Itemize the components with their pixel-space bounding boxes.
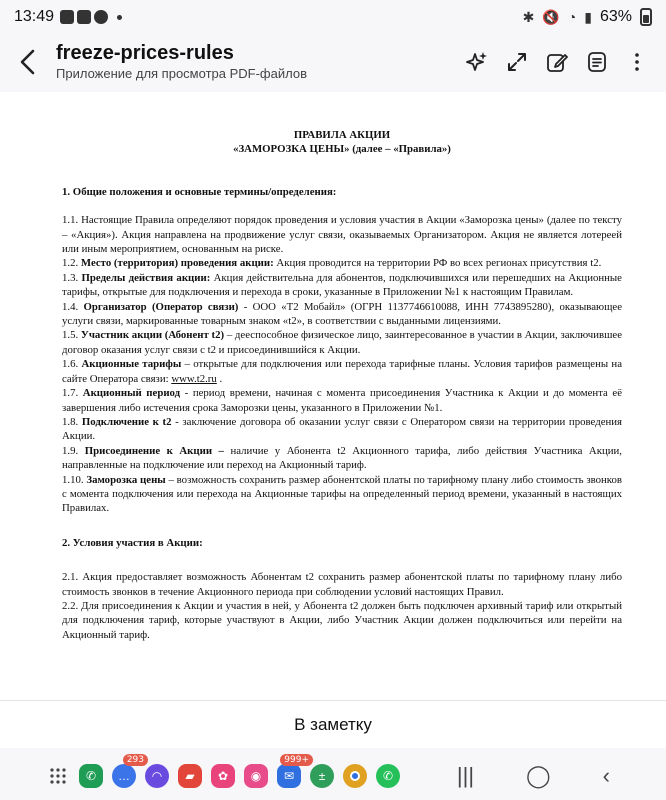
section-2-title: 2. Условия участия в Акции: [62, 536, 203, 549]
more-notifications-dot [117, 15, 122, 20]
para-1-9: 1.9. Присоединение к Акции – наличие у Абонента t2 Акционного тарифа, либо действия Участника Акции, направленные на подключение или переход на Акционный тариф. [62, 444, 622, 472]
title-block [56, 41, 462, 83]
toolbar-actions [462, 47, 652, 77]
edit-icon [546, 51, 568, 73]
para-2-2: 2.2. Для присоединения к Акции и участия в ней, у Абонента t2 должен быть подключен архивный тариф или открытый для подключения тариф, которые участвуют в Акции, либо Участник Акции должен подключиться или перейти на Акционный тариф. [62, 599, 622, 641]
battery-percent: 63% [599, 8, 632, 25]
recents-button[interactable]: ||| [456, 763, 475, 788]
para-2-1: 2.1. Акция предоставляет возможность Абонентам t2 сохранить размер абонентской платы по тарифному плану либо стоимость звонков в течение Акционного периода при соблюдении условий настоящих Правил. [62, 571, 622, 598]
status-right [523, 8, 652, 26]
apps-grid-icon [49, 767, 67, 785]
para-1-7: 1.7. Акционный период - период времени, начиная с момента присоединения Участника к Акции и до момента её завершения либо истечения срока Заморозки цены, указанного в Приложении №1. [62, 387, 622, 414]
apps-grid-button[interactable] [46, 764, 70, 788]
status-time: 13:49 [14, 8, 55, 25]
para-1-3: 1.3. Пределы действия акции: Акция действительна для абонентов, подключившихся или перешедших на Акционные тарифы, открытые для подключения и перехода в сроки, указанные в Приложении №1 к настоящим Правилам. [62, 271, 622, 299]
section-1-title: 1. Общие положения и основные термины/определения: [62, 185, 337, 198]
home-button[interactable]: ◯ [526, 763, 551, 788]
notes-app-icon[interactable]: ▰ [178, 764, 202, 788]
mute-icon: 🔇 [542, 8, 560, 25]
app-subtitle: Приложение для просмотра PDF-файлов [56, 66, 307, 81]
para-1-8: 1.8. Подключение к t2 - заключение договора об оказании услуг связи с Оператором связи на территории проведения Акции. [62, 415, 623, 443]
para-1-4: 1.4. Организатор (Оператор связи) - ООО «Т2 Мобайл» (ОГРН 1137746610088, ИНН 7743895280), оказывающее услуги связи, маркированные товарным знаком «t2», в соответствии с выданными лицензиями. [62, 300, 622, 328]
back-button[interactable] [0, 34, 56, 90]
doc-heading-2: «ЗАМОРОЗКА ЦЕНЫ» (далее – «Правила») [233, 143, 451, 156]
para-1-2: 1.2. Место (территория) проведения акции: Акция проводится на территории РФ во всех регионах присутствия t2. [62, 257, 602, 270]
more-vertical-icon [626, 51, 648, 73]
chrome-app-icon[interactable] [343, 764, 367, 788]
para-1-1: 1.1. Настоящие Правила определяют порядок проведения и условия участия в Акции «Заморозка цены» (далее по тексту – «Акция»). Акция направлена на продвижение услуг связи, оказываемых Организатором. Акция не является лотереей или иным мероприятием, основанным на риске. [62, 214, 622, 256]
sparkle-icon [466, 51, 488, 73]
battery-icon [640, 8, 652, 26]
books-notification-icon [77, 10, 91, 24]
taskbar [0, 752, 666, 800]
mail-badge: 999+ [280, 754, 313, 766]
signal-icon: ▮ [584, 8, 592, 25]
browser-app-icon[interactable]: ◠ [145, 764, 169, 788]
flower-app-icon[interactable]: ✿ [211, 764, 235, 788]
bluetooth-icon: ✱ [522, 8, 535, 25]
expand-icon [506, 51, 528, 73]
pdf-viewport[interactable] [0, 92, 666, 700]
more-options-button[interactable] [622, 47, 652, 77]
nav-back-button[interactable]: ‹ [602, 763, 610, 788]
status-bar [0, 0, 666, 34]
ai-assist-button[interactable] [462, 47, 492, 77]
para-1-6: 1.6. Акционные тарифы – открытые для подключения или перехода тарифные планы. Условия тарифов размещены на сайте Оператора связи: www.t2.ru . [62, 358, 622, 385]
app-bar [0, 34, 666, 90]
calculator-app-icon[interactable]: ± [310, 764, 334, 788]
chat-notification-icon [94, 10, 108, 24]
whatsapp-app-icon[interactable]: ✆ [376, 764, 400, 788]
mail-app-icon[interactable]: ✉ 999+ [277, 764, 301, 788]
edit-button[interactable] [542, 47, 572, 77]
t2-site-link[interactable]: www.t2.ru [171, 372, 217, 385]
expand-button[interactable] [502, 47, 532, 77]
back-arrow-icon [19, 49, 37, 75]
wifi-icon: ◔ [567, 9, 577, 25]
document-list-icon [586, 51, 608, 73]
add-to-note-label: В заметку [294, 714, 372, 734]
add-to-note-button[interactable] [0, 700, 666, 748]
pdf-page [62, 128, 622, 642]
system-nav-keys [457, 763, 610, 789]
phone-app-icon[interactable]: ✆ [79, 764, 103, 788]
messages-app-icon[interactable]: … 293 [112, 764, 136, 788]
doc-heading-1: ПРАВИЛА АКЦИИ [293, 129, 391, 141]
summary-button[interactable] [582, 47, 612, 77]
gallery-notification-icon [60, 10, 74, 24]
para-1-10: 1.10. Заморозка цены – возможность сохранить размер абонентской платы по тарифному плану либо стоимость звонков с момента подключения или перехода на Акционные тарифы на определенный период времени, указанный в настоящих Правилах. [62, 473, 622, 515]
gallery-app-icon[interactable]: ◉ [244, 764, 268, 788]
messages-badge: 293 [123, 754, 148, 766]
para-1-5: 1.5. Участник акции (Абонент t2) – дееспособное физическое лицо, заинтересованное в участии в Акции, заключившее договор оказания услуг связи с t2 и присоединившийся к Акции. [62, 329, 622, 356]
document-title: freeze-prices-rules [56, 42, 234, 64]
